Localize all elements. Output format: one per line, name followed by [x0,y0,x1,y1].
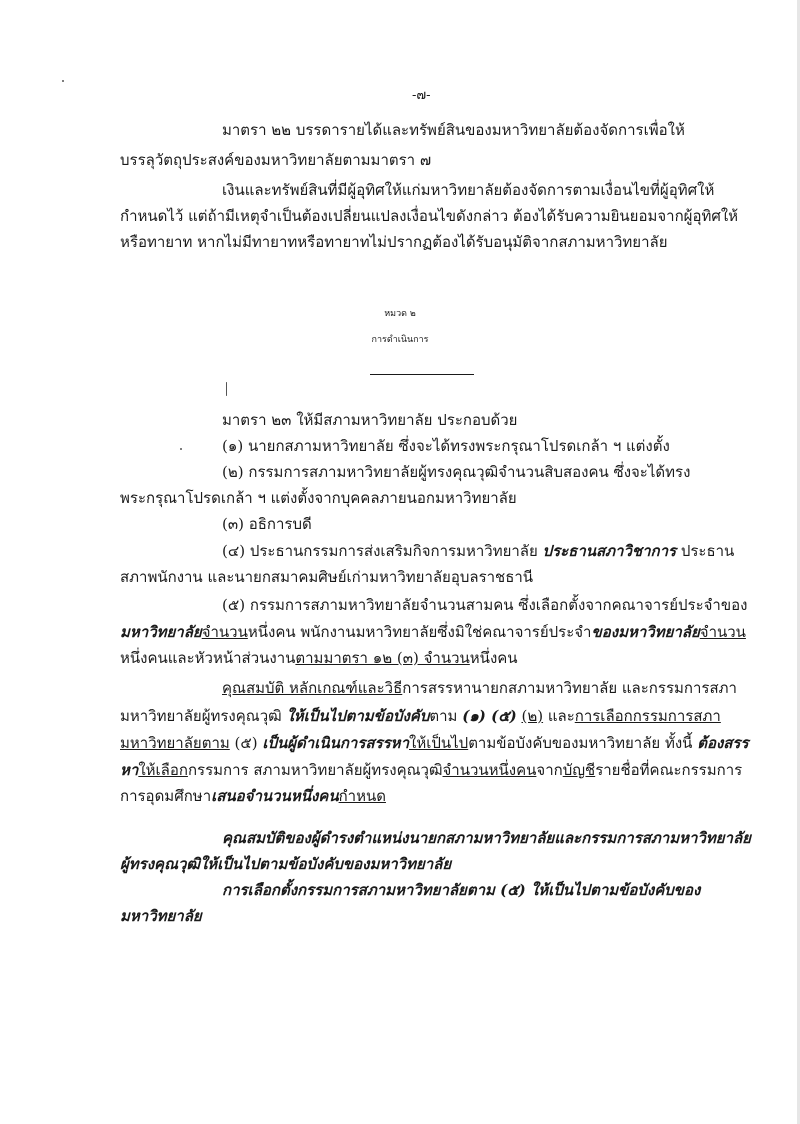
sec22-line-5: หรือทายาท หากไม่มีทายาทหรือทายาทไม่ปรากฏต้องได้รับอนุมัติจากสภามหาวิทยาลัย [120,233,668,251]
sec23-item-2b: พระกรุณาโปรดเกล้า ฯ แต่งตั้งจากบุคคลภายนอกมหาวิทยาลัย [120,489,517,507]
struck-text-run: ของมหาวิทยาลัย [591,623,700,641]
para-line-5 [120,786,386,806]
chapter-title: การดำเนินการ [371,335,429,345]
para-line-3 [120,733,749,753]
sec23-item-3: (๓) อธิการบดี [222,515,312,533]
text-run: ตาม [429,707,463,725]
text-run: ประธาน [676,542,735,560]
inserted-text-run: จำนวน [201,623,248,641]
struck-text-run: หา [120,761,139,779]
text-run: รายชื่อที่คณะกรรมการ [595,761,743,779]
text-run: การสรรหานายกสภามหาวิทยาลัย และกรรมการสภา [402,679,737,697]
struck-text-run: ประธานสภาวิชาการ [542,542,677,560]
text-run: กรรมการ สภามหาวิทยาลัยผู้ทรงคุณวุฒิ [187,761,443,779]
sec23-item-5b [120,622,746,642]
sec23-item-5a: (๕) กรรมการสภามหาวิทยาลัยจำนวนสามคน ซึ่งเลือกตั้งจากคณาจารย์ประจำของ [222,596,748,614]
inserted-text-run: การเลือกกรรมการสภา [574,707,721,725]
struck-text-run: ต้องสรร [697,734,749,752]
scan-speck [180,448,182,450]
sec22-line-1: มาตรา ๒๒ บรรดารายได้และทรัพย์สินของมหาวิทยาลัยต้องจัดการเพื่อให้ [222,121,685,139]
struck-text-run: เป็นผู้ดำเนินการสรรหา [262,734,409,752]
text-run: จาก [536,761,563,779]
sec23-item-4b: สภาพนักงาน และนายกสมาคมศิษย์เก่ามหาวิทยาลัยอุบลราชธานี [120,568,534,586]
scan-speck [226,382,227,396]
deleted-line-4: มหาวิทยาลัย [120,907,202,925]
inserted-text-run: (๒) [521,707,544,725]
text-run: หนึ่งคน พนักงานมหาวิทยาลัยซึ่งมิใช่คณาจารย์ประจำ [247,623,592,641]
inserted-text-run: ให้เลือก [138,761,188,779]
sec23-item-4a [222,541,734,561]
sec22-line-4: กำหนดไว้ แต่ถ้ามีเหตุจำเป็นต้องเปลี่ยนแปลงเงื่อนไขดังกล่าว ต้องได้รับความยินยอมจากผู้อุทิศให้ [120,207,739,225]
page-number: -๗- [412,88,431,103]
inserted-text-run: ตามมาตรา ๑๒ (๓) จำนวน [295,649,470,667]
chapter-divider [370,374,474,375]
chapter-number: หมวด ๒ [384,309,416,319]
inserted-text-run: จำนวน [699,623,746,641]
sec23-item-5c [120,648,518,668]
inserted-text-run: มหาวิทยาลัยตาม [120,734,230,752]
struck-text-run: ให้เป็นไปตามข้อบังคับ [286,707,430,725]
text-run: (๔) ประธานกรรมการส่งเสริมกิจการมหาวิทยาลัย [222,542,543,560]
deleted-line-1: คุณสมบัติของผู้ดำรงตำแหน่งนายกสภามหาวิทยาลัยและกรรมการสภามหาวิทยาลัย [222,829,751,847]
para-line-2 [120,706,721,726]
para-line-4 [120,760,742,780]
para-line-1 [222,678,737,698]
text-run: มหาวิทยาลัยผู้ทรงคุณวุฒิ [120,707,287,725]
sec23-item-2a: (๒) กรรมการสภามหาวิทยาลัยผู้ทรงคุณวุฒิจำนวนสิบสองคน ซึ่งจะได้ทรง [222,463,691,481]
deleted-line-3: การเลือกตั้งกรรมการสภามหาวิทยาลัยตาม (๕) ให้เป็นไปตามข้อบังคับของ [222,881,701,899]
inserted-text-run: คุณสมบัติ หลักเกณฑ์และวิธี [222,679,403,697]
text-run: และ [543,707,575,725]
text-run: ตามข้อบังคับของมหาวิทยาลัย ทั้งนี้ [468,734,698,752]
struck-text-run: เสนอจำนวนหนึ่งคน [211,787,339,805]
scan-speck [62,80,64,82]
sec22-line-3: เงินและทรัพย์สินที่มีผู้อุทิศให้แก่มหาวิทยาลัยต้องจัดการตามเงื่อนไขที่ผู้อุทิศให้ [222,181,715,199]
inserted-text-run: กำหนด [338,787,386,805]
sec23-heading: มาตรา ๒๓ ให้มีสภามหาวิทยาลัย ประกอบด้วย [222,411,518,429]
deleted-line-2: ผู้ทรงคุณวุฒิให้เป็นไปตามข้อบังคับของมหาวิทยาลัย [120,855,452,873]
inserted-text-run: จำนวนหนึ่งคน [442,761,537,779]
sec23-item-1: (๑) นายกสภามหาวิทยาลัย ซึ่งจะได้ทรงพระกรุณาโปรดเกล้า ฯ แต่งตั้ง [222,437,670,455]
text-run: หนึ่งคน [469,649,518,667]
inserted-text-run: บัญชี [562,761,596,779]
text-run: การอุดมศึกษา [120,787,212,805]
struck-text-run: (๑) (๕) [462,707,517,725]
sec22-line-2: บรรลุวัตถุประสงค์ของมหาวิทยาลัยตามมาตรา ๗ [120,151,432,169]
struck-text-run: มหาวิทยาลัย [120,623,202,641]
inserted-text-run: ให้เป็นไป [409,734,469,752]
text-run: หนึ่งคนและหัวหน้าส่วนงาน [120,649,296,667]
text-run: (๕) [229,734,263,752]
